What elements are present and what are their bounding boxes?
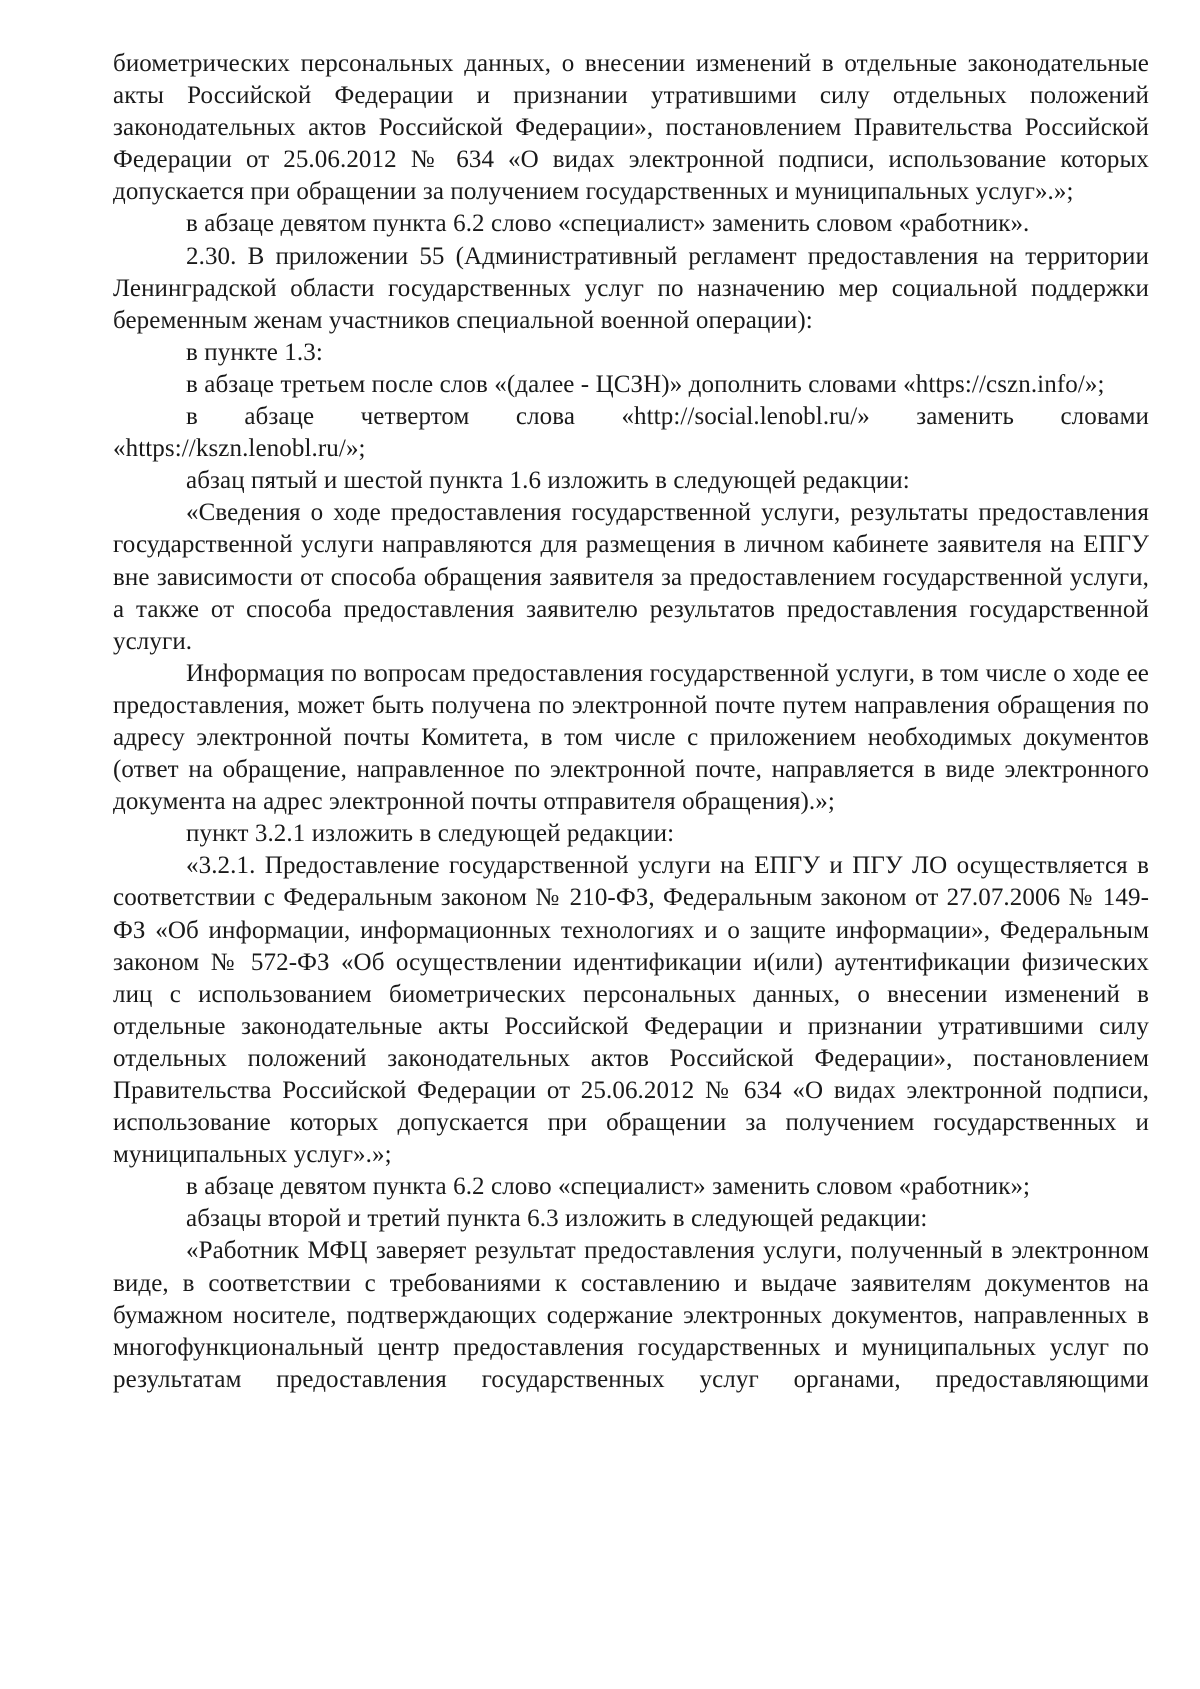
- paragraph-quote-rabotnik: «Работник МФЦ заверяет результат предоставления услуги, полученный в электронном виде, в соответствии с требованиями к составлению и выдаче заявителям документов на бумажном носителе, подтверждающих содержание электронных документов, направленных в многофункциональный центр предоставления государственных и муниципальных услуг по результатам предоставления государственных услуг органами, предоставляющими: [113, 1237, 1149, 1393]
- paragraph-continuation: биометрических персональных данных, о внесении изменений в отдельные законодательные акты Российской Федерации и признании утратившими силу отдельных положений законодательных актов Российской Федерации», постановлением Правительства Российской Федерации от 25.06.2012 № 634 «О видах электронной подписи, использование которых допускается при обращении за получением государственных и муниципальных услуг».»;: [113, 50, 1149, 206]
- paragraph-section-2-30: 2.30. В приложении 55 (Административный регламент предоставления на территории Ленинградской области государственных услуг по назначению мер социальной поддержки беременным женам участников специальной военной операции):: [113, 242, 1149, 334]
- paragraph-quote-svedeniya: «Сведения о ходе предоставления государственной услуги, результаты предоставления государственной услуги направляются для размещения в личном кабинете заявителя на ЕПГУ вне зависимости от способа обращения заявителя за предоставлением государственной услуги, а также от способа предоставления заявителю результатов предоставления государственной услуги.: [113, 499, 1149, 655]
- paragraph-abzac-third: в абзаце третьем после слов «(далее - ЦСЗН)» дополнить словами «https://cszn.info/»;: [186, 370, 1105, 398]
- paragraph-abzac-fourth: в абзаце четвертом слова «http://social.lenobl.ru/» заменить словами «https://kszn.lenobl.ru/»;: [113, 403, 1149, 463]
- paragraph-amendment-6-2-second: в абзаце девятом пункта 6.2 слово «специалист» заменить словом «работник»;: [186, 1173, 1031, 1201]
- paragraph-amendment-6-2: в абзаце девятом пункта 6.2 слово «специалист» заменить словом «работник».: [186, 210, 1030, 238]
- paragraph-point-3-2-1: пункт 3.2.1 изложить в следующей редакции:: [186, 820, 675, 848]
- paragraph-informaciya: Информация по вопросам предоставления государственной услуги, в том числе о ходе ее предоставления, может быть получена по электронной почте путем направления обращения по адресу электронной почты Комитета, в том числе с приложением необходимых документов (ответ на обращение, направленное по электронной почте, направляется в виде электронного документа на адрес электронной почты отправителя обращения).»;: [113, 659, 1149, 816]
- paragraph-point-1-3: в пункте 1.3:: [186, 338, 323, 366]
- document-body: [113, 48, 1149, 1396]
- paragraph-point-6-3: абзацы второй и третий пункта 6.3 изложить в следующей редакции:: [186, 1205, 928, 1233]
- paragraph-quote-3-2-1: «3.2.1. Предоставление государственной услуги на ЕПГУ и ПГУ ЛО осуществляется в соответствии с Федеральным законом № 210-ФЗ, Федеральным законом от 27.07.2006 № 149-ФЗ «Об информации, информационных технологиях и о защите информации», Федеральным законом № 572-ФЗ «Об осуществлении идентификации и(или) аутентификации физических лиц с использованием биометрических персональных данных, о внесении изменений в отдельные законодательные акты Российской Федерации и признании утратившими силу отдельных положений законодательных актов Российской Федерации», постановлением Правительства Российской Федерации от 25.06.2012 № 634 «О видах электронной подписи, использование которых допускается при обращении за получением государственных и муниципальных услуг».»;: [113, 852, 1149, 1169]
- paragraph-point-1-6: абзац пятый и шестой пункта 1.6 изложить в следующей редакции:: [186, 467, 910, 495]
